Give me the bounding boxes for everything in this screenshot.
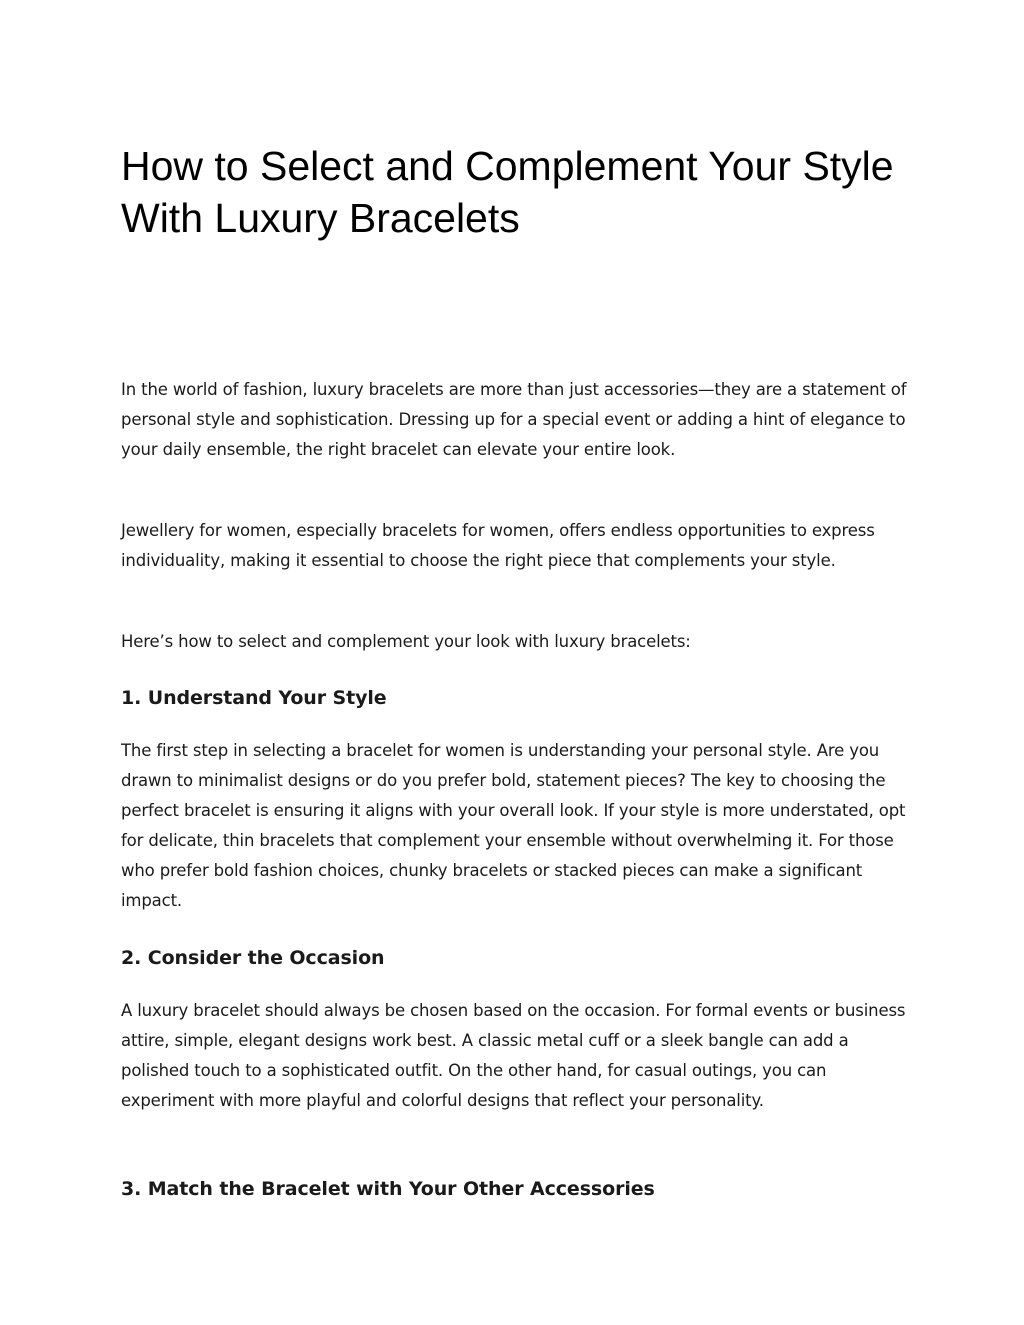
intro-paragraph: In the world of fashion, luxury bracelets are more than just accessories—they are a statement of personal style and sophistication. Dressing up for a special event or adding a hint of elegance to your daily ensemble, the right bracelet can elevate your entire look.: [121, 380, 907, 459]
section-heading-understand-style: 1. Understand Your Style: [121, 687, 387, 709]
lead-in-paragraph: Here’s how to select and complement your look with luxury bracelets:: [121, 632, 691, 651]
jewellery-paragraph: Jewellery for women, especially bracelets for women, offers endless opportunities to express individuality, making it essential to choose the right piece that complements your style.: [121, 521, 875, 570]
document-title: How to Select and Complement Your Style With Luxury Bracelets: [121, 143, 894, 241]
section-heading-match-accessories: 3. Match the Bracelet with Your Other Accessories: [121, 1178, 655, 1200]
section-heading-consider-occasion: 2. Consider the Occasion: [121, 947, 385, 969]
section-body-consider-occasion: A luxury bracelet should always be chosen based on the occasion. For formal events or business attire, simple, elegant designs work best. A classic metal cuff or a sleek bangle can add a polished touch to a sophisticated outfit. On the other hand, for casual outings, you can experiment with more playful and colorful designs that reflect your personality.: [121, 1001, 906, 1110]
section-body-understand-style: The first step in selecting a bracelet for women is understanding your personal style. Are you drawn to minimalist designs or do you prefer bold, statement pieces? The key to choosing the perfect bracelet is ensuring it aligns with your overall look. If your style is more understated, opt for delicate, thin bracelets that complement your ensemble without overwhelming it. For those who prefer bold fashion choices, chunky bracelets or stacked pieces can make a significant impact.: [121, 741, 906, 910]
